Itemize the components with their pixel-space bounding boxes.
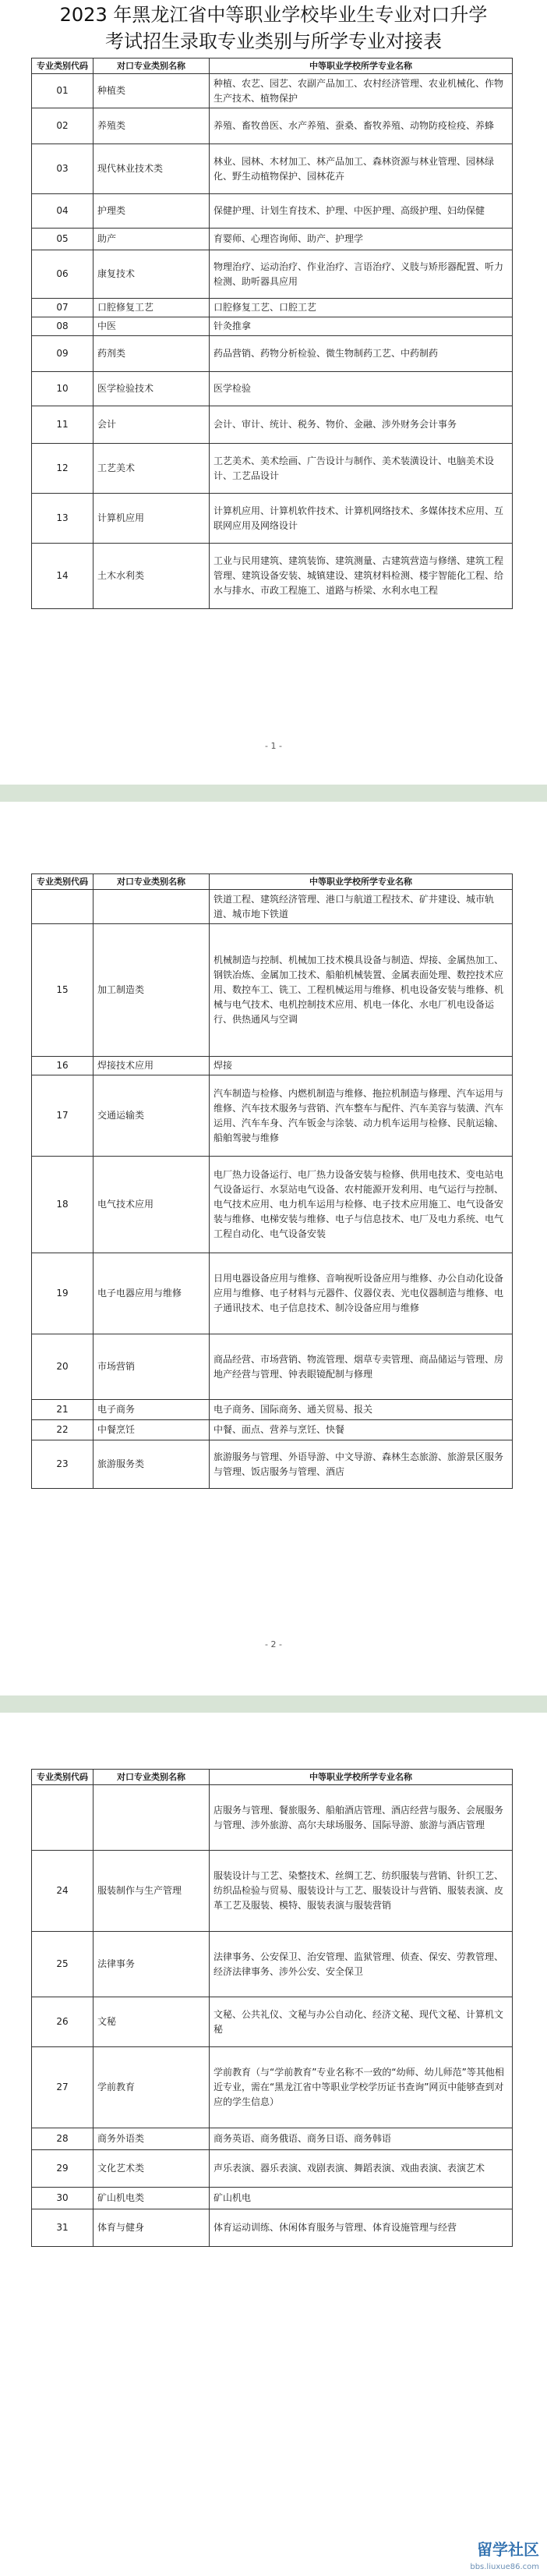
table-row: 09 药剂类 药品营销、药物分析检验、微生物制药工艺、中药制药 xyxy=(32,336,513,372)
document-page-3 xyxy=(0,1744,547,2576)
header-code: 专业类别代码 xyxy=(32,58,94,74)
table-row: 22 中餐烹饪 中餐、面点、营养与烹饪、快餐 xyxy=(32,1420,513,1440)
major-mapping-table-page-2 xyxy=(31,873,513,1489)
table-row: 17 交通运输类 汽车制造与检修、内燃机制造与维修、拖拉机制造与修理、汽车运用与维修、汽车技术服务与营销、汽车整车与配件、汽车美容与装潢、汽车运用、汽车车身、汽车钣金与涂装、动力机车运用与检修、民航运输、船舶驾驶与维修 xyxy=(32,1075,513,1157)
table-row: 06 康复技术 物理治疗、运动治疗、作业治疗、言语治疗、义肢与矫形器配置、听力检测、助听器具应用 xyxy=(32,250,513,299)
header-majors: 中等职业学校所学专业名称 xyxy=(210,58,513,74)
watermark-brand: 留学社区 xyxy=(477,2540,539,2559)
table-row: 30 矿山机电类 矿山机电 xyxy=(32,2188,513,2209)
header-code: 专业类别代码 xyxy=(32,1770,94,1785)
table-row: 18 电气技术应用 电厂热力设备运行、电厂热力设备安装与检修、供用电技术、变电站电气设备运行、水泵站电气设备、农村能源开发利用、电气运行与控制、电气技术应用、电力机车运用与检修、电子技术应用施工、电气设备安装与维修、电梯安装与维修、电子与信息技术、电厂及电力系统、电气工程自动化、电气设备安装 xyxy=(32,1157,513,1253)
header-majors: 中等职业学校所学专业名称 xyxy=(210,1770,513,1785)
table-row: 29 文化艺术类 声乐表演、器乐表演、戏剧表演、舞蹈表演、戏曲表演、表演艺术 xyxy=(32,2150,513,2188)
major-mapping-table-page-3 xyxy=(31,1769,513,2247)
table-row: 14 土木水利类 工业与民用建筑、建筑装饰、建筑测量、古建筑营造与修缮、建筑工程管理、建筑设备安装、城镇建设、建筑材料检测、楼宇智能化工程、给水与排水、市政工程施工、道路与桥梁、水利水电工程 xyxy=(32,544,513,609)
table-row: 25 法律事务 法律事务、公安保卫、治安管理、监狱管理、侦查、保安、劳教管理、经济法律事务、涉外公安、安全保卫 xyxy=(32,1932,513,1997)
table-row: 24 服装制作与生产管理 服装设计与工艺、染整技术、丝绸工艺、纺织服装与营销、针织工艺、纺织品检验与贸易、服装设计与工艺、服装设计与营销、服装表演、皮革工艺及服装、模特、服装表演与服装营销 xyxy=(32,1851,513,1932)
table-row: 26 文秘 文秘、公共礼仪、文秘与办公自动化、经济文秘、现代文秘、计算机文秘 xyxy=(32,1997,513,2047)
header-code: 专业类别代码 xyxy=(32,874,94,890)
header-majors: 中等职业学校所学专业名称 xyxy=(210,874,513,890)
header-category: 对口专业类别名称 xyxy=(94,58,210,74)
table-row: 28 商务外语类 商务英语、商务俄语、商务日语、商务韩语 xyxy=(32,2128,513,2150)
table-row: 01 种植类 种植、农艺、园艺、农副产品加工、农村经济管理、农业机械化、作物生产技术、植物保护 xyxy=(32,74,513,108)
watermark-url: bbs.liuxue86.com xyxy=(470,2563,539,2571)
page-separator xyxy=(0,785,547,802)
table-row: 27 学前教育 学前教育（与“学前教育”专业名称不一致的“幼师、幼儿师范”等其他相近专业，需在“黑龙江省中等职业学校学历证书查询”网页中能够查到对应的学生信息） xyxy=(32,2047,513,2128)
table-row: 03 现代林业技术类 林业、园林、木材加工、林产品加工、森林资源与林业管理、园林绿化、野生动植物保护、园林花卉 xyxy=(32,144,513,194)
table-row: 31 体育与健身 体育运动训练、休闲体育服务与管理、体育设施管理与经营 xyxy=(32,2209,513,2247)
document-title-line1: 2023 年黑龙江省中等职业学校毕业生专业对口升学 xyxy=(59,4,488,26)
table-row: 16 焊接技术应用 焊接 xyxy=(32,1057,513,1075)
table-row: 10 医学检验技术 医学检验 xyxy=(32,372,513,406)
site-watermark xyxy=(422,2537,539,2571)
document-page-2 xyxy=(0,861,547,1649)
header-category: 对口专业类别名称 xyxy=(94,874,210,890)
document-page-1 xyxy=(0,0,547,764)
table-header-row xyxy=(32,58,513,74)
table-row: 04 护理类 保健护理、计划生育技术、护理、中医护理、高级护理、妇幼保健 xyxy=(32,194,513,229)
table-row: 08 中医 针灸推拿 xyxy=(32,317,513,336)
document-title-line2: 考试招生录取专业类别与所学专业对接表 xyxy=(105,30,442,52)
table-row: 15 加工制造类 机械制造与控制、机械加工技术模具设备与制造、焊接、金属热加工、钢铁冶炼、金属加工技术、船舶机械装置、金属表面处理、数控技术应用、数控车工、铣工、工程机械运用与维修、机电设备安装与维修、机械与电气技术、电机控制技术应用、机电一体化、水电厂机电设备运行、供热通风与空调 xyxy=(32,924,513,1057)
table-row: 12 工艺美术 工艺美术、美术绘画、广告设计与制作、美术装潢设计、电脑美术设计、工艺品设计 xyxy=(32,444,513,494)
table-row: 05 助产 育婴师、心理咨询师、助产、护理学 xyxy=(32,229,513,250)
header-category: 对口专业类别名称 xyxy=(94,1770,210,1785)
table-row: 20 市场营销 商品经营、市场营销、物流管理、烟草专卖管理、商品储运与管理、房地产经营与管理、钟表眼镜配制与修理 xyxy=(32,1334,513,1400)
table-row: 19 电子电器应用与维修 日用电器设备应用与维修、音响视听设备应用与维修、办公自动化设备应用与维修、电子材料与元器件、仪器仪表、光电仪器制造与维修、电子通讯技术、电子信息技术、制冷设备应用与维修 xyxy=(32,1253,513,1334)
table-header-row xyxy=(32,874,513,890)
table-row: 店服务与管理、餐旅服务、船舶酒店管理、酒店经营与服务、会展服务与管理、涉外旅游、高尔夫球场服务、国际导游、旅游与酒店管理 xyxy=(32,1785,513,1851)
table-row: 21 电子商务 电子商务、国际商务、通关贸易、报关 xyxy=(32,1400,513,1420)
page-separator xyxy=(0,1695,547,1713)
page-number: - 1 - xyxy=(265,741,282,751)
table-row: 11 会计 会计、审计、统计、税务、物价、金融、涉外财务会计事务 xyxy=(32,406,513,444)
table-row: 02 养殖类 养殖、畜牧兽医、水产养殖、蚕桑、畜牧养殖、动物防疫检疫、养蜂 xyxy=(32,108,513,144)
table-row: 13 计算机应用 计算机应用、计算机软件技术、计算机网络技术、多媒体技术应用、互联网应用及网络设计 xyxy=(32,494,513,544)
table-row: 铁道工程、建筑经济管理、港口与航道工程技术、矿井建设、城市轨道、城市地下铁道 xyxy=(32,890,513,924)
page-number: - 2 - xyxy=(265,1639,282,1649)
major-mapping-table-page-1 xyxy=(31,58,513,609)
table-row: 07 口腔修复工艺 口腔修复工艺、口腔工艺 xyxy=(32,299,513,317)
table-header-row xyxy=(32,1770,513,1785)
table-row: 23 旅游服务类 旅游服务与管理、外语导游、中文导游、森林生态旅游、旅游景区服务与管理、饭店服务与管理、酒店 xyxy=(32,1440,513,1489)
